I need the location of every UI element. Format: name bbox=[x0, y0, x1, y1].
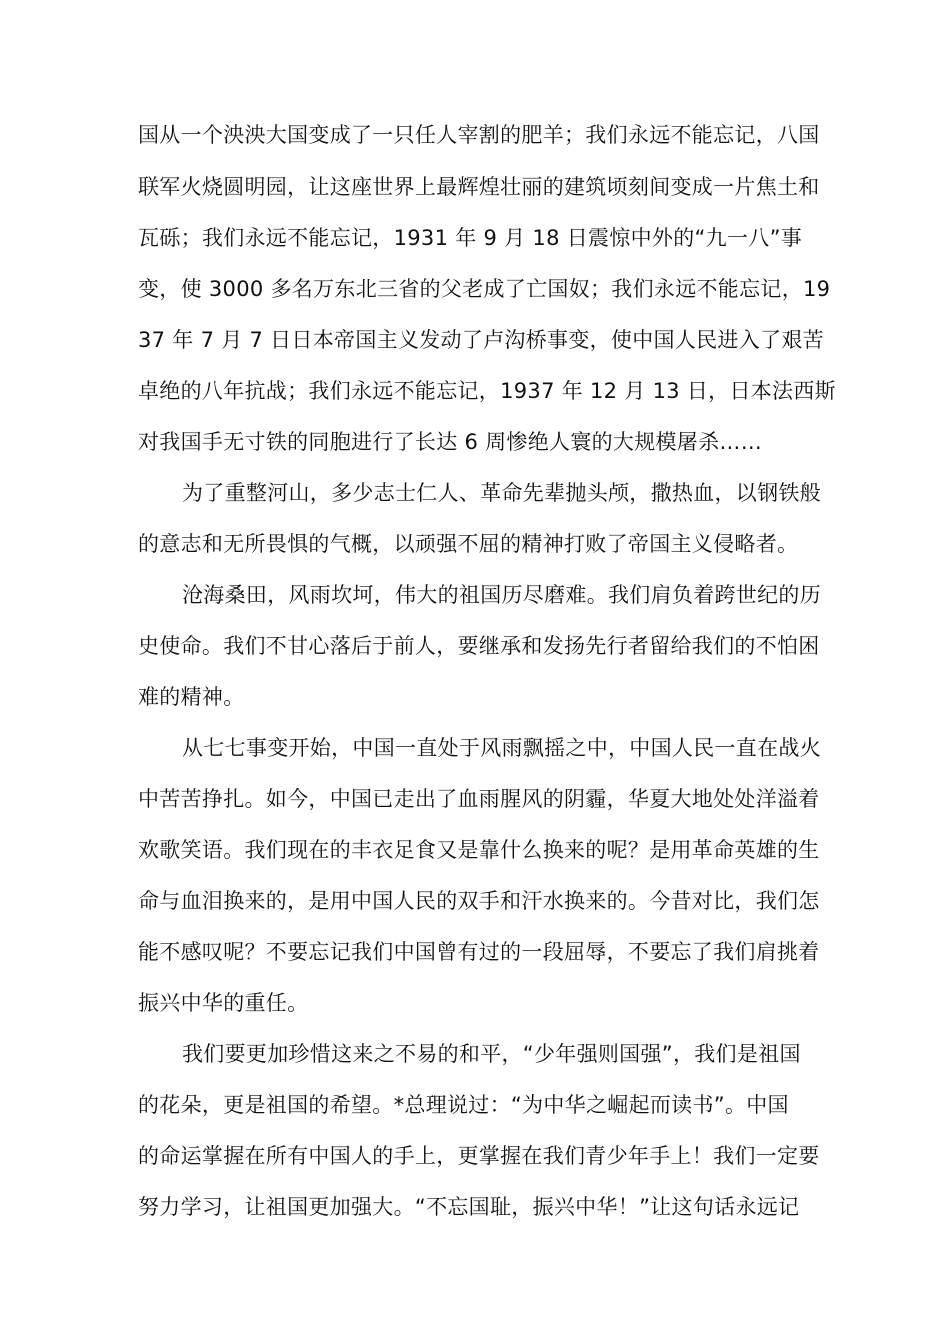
text-line: 的花朵，更是祖国的希望。*总理说过：“为中华之崛起而读书”。中国 bbox=[138, 1093, 789, 1117]
paragraph-first-line: 沧海桑田，风雨坎坷，伟大的祖国历尽磨难。我们肩负着跨世纪的历 bbox=[182, 583, 821, 607]
paragraph-first-line: 我们要更加珍惜这来之不易的和平，“少年强则国强”，我们是祖国 bbox=[182, 1042, 801, 1066]
paragraph-first-line: 为了重整河山，多少志士仁人、革命先辈抛头颅，撒热血，以钢铁般 bbox=[182, 481, 821, 505]
text-line: 变，使 3000 多名万东北三省的父老成了亡国奴；我们永远不能忘记，19 bbox=[138, 277, 831, 301]
text-line: 联军火烧圆明园，让这座世界上最辉煌壮丽的建筑顷刻间变成一片焦土和 bbox=[138, 175, 820, 199]
text-line: 的意志和无所畏惧的气概，以顽强不屈的精神打败了帝国主义侵略者。 bbox=[138, 532, 799, 556]
text-line: 努力学习，让祖国更加强大。“不忘国耻，振兴中华！”让这句话永远记 bbox=[138, 1195, 800, 1219]
text-line: 中苦苦挣扎。如今，中国已走出了血雨腥风的阴霾，华夏大地处处洋溢着 bbox=[138, 787, 820, 811]
text-line: 振兴中华的重任。 bbox=[138, 991, 309, 1015]
paragraph-first-line: 从七七事变开始，中国一直处于风雨飘摇之中，中国人民一直在战火 bbox=[182, 736, 821, 760]
text-line: 国从一个泱泱大国变成了一只任人宰割的肥羊；我们永远不能忘记，八国 bbox=[138, 123, 820, 147]
text-line: 欢歌笑语。我们现在的丰衣足食又是靠什么换来的呢？是用革命英雄的生 bbox=[138, 838, 820, 862]
text-line: 37 年 7 月 7 日日本帝国主义发动了卢沟桥事变，使中国人民进入了艰苦 bbox=[138, 328, 824, 352]
text-line: 能不感叹呢？不要忘记我们中国曾有过的一段屈辱，不要忘了我们肩挑着 bbox=[138, 940, 820, 964]
text-line: 瓦砾；我们永远不能忘记，1931 年 9 月 18 日震惊中外的“九一八”事 bbox=[138, 226, 803, 250]
text-line: 命与血泪换来的，是用中国人民的双手和汗水换来的。今昔对比，我们怎 bbox=[138, 889, 820, 913]
text-line: 的命运掌握在所有中国人的手上，更掌握在我们青少年手上！我们一定要 bbox=[138, 1144, 820, 1168]
text-line: 对我国手无寸铁的同胞进行了长达 6 周惨绝人寰的大规模屠杀…… bbox=[138, 430, 763, 454]
text-line: 史使命。我们不甘心落后于前人，要继承和发扬先行者留给我们的不怕困 bbox=[138, 634, 820, 658]
text-line: 难的精神。 bbox=[138, 685, 245, 709]
text-line: 卓绝的八年抗战；我们永远不能忘记，1937 年 12 月 13 日，日本法西斯 bbox=[138, 379, 836, 403]
